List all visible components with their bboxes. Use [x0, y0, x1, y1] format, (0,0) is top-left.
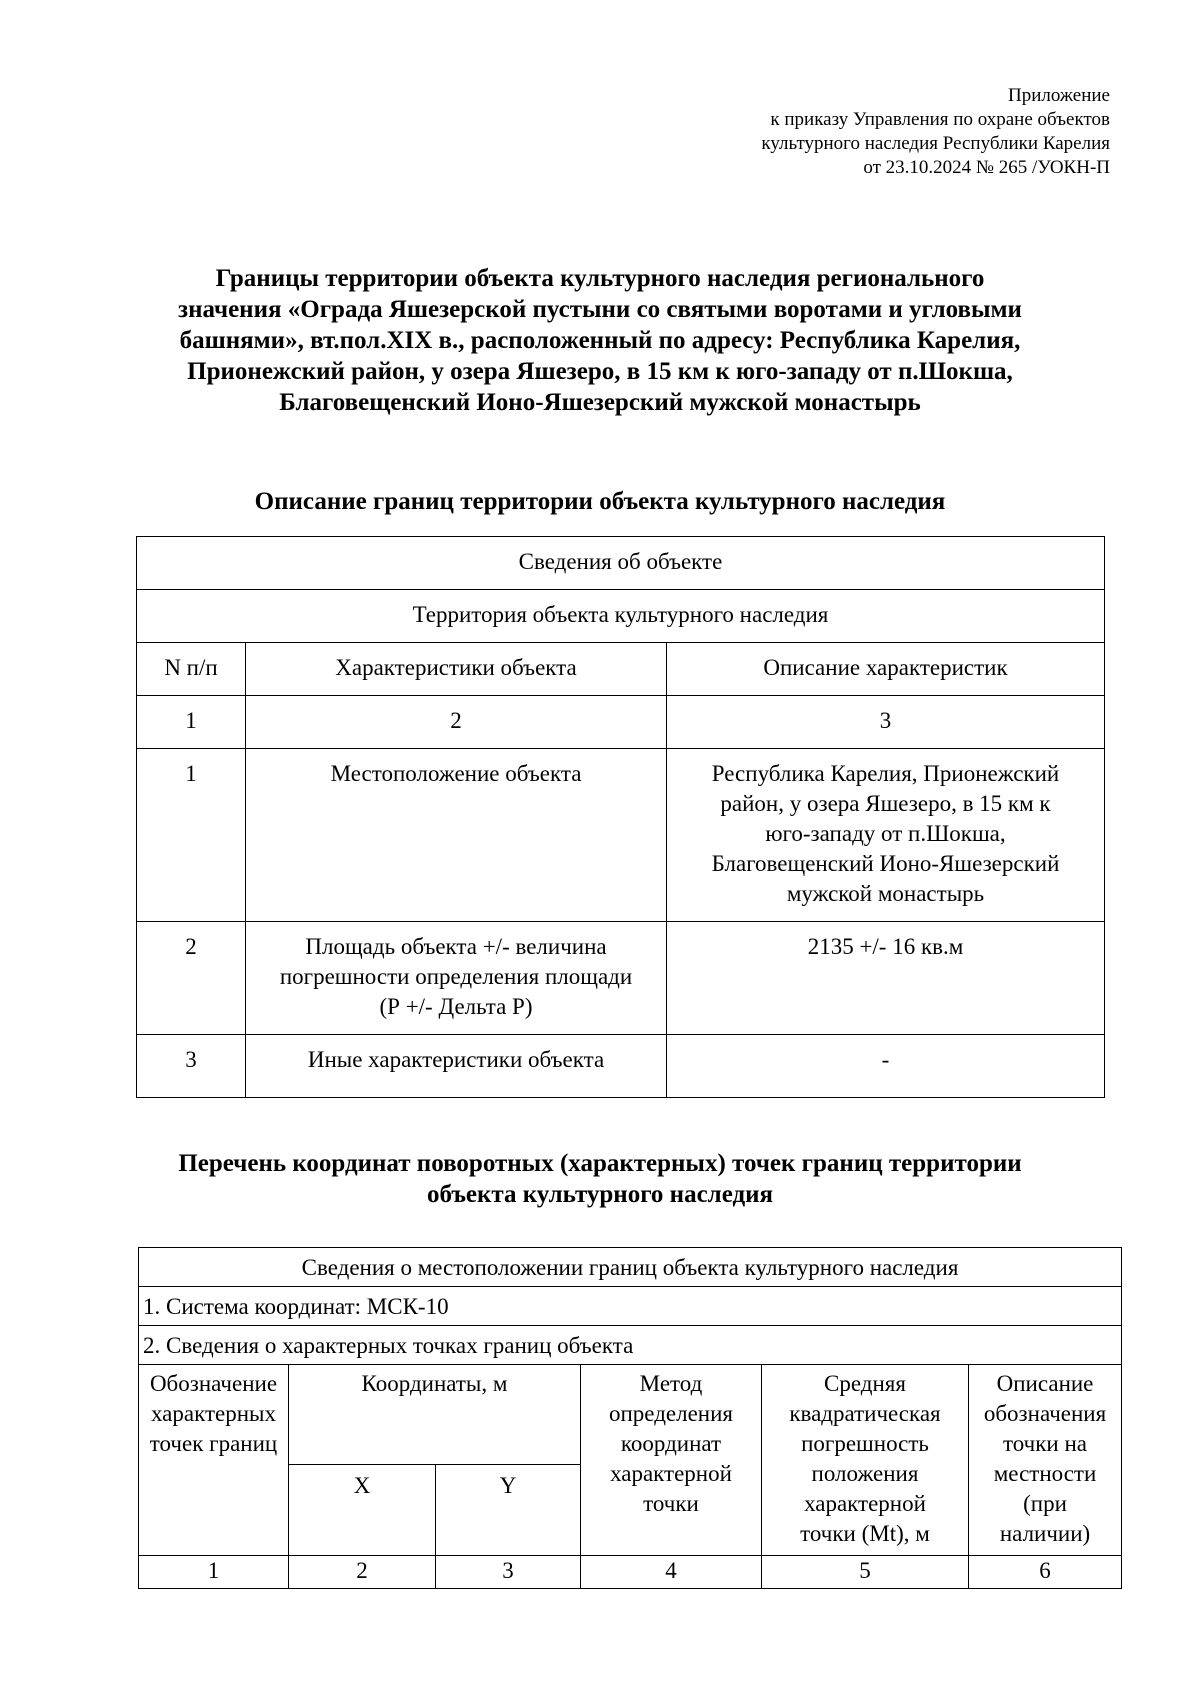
header-territory: Территория объекта культурного наследия: [137, 590, 1105, 643]
cell-line: характерной: [610, 1461, 732, 1486]
coordinate-system: 1. Система координат: МСК-10: [139, 1287, 1122, 1326]
row-number: 2: [137, 922, 246, 1035]
table-row: [137, 922, 1105, 1035]
cell-line: (Р +/- Дельта Р): [379, 994, 533, 1019]
appendix-line: к приказу Управления по охране объектов: [770, 109, 1110, 130]
section2-title: [120, 1148, 1080, 1210]
col-description: [969, 1365, 1122, 1556]
col-method: [581, 1365, 762, 1556]
col-designation: [139, 1365, 289, 1556]
row-characteristic: [246, 1035, 667, 1098]
col-y: Y: [436, 1465, 581, 1556]
section1-title: [120, 486, 1080, 517]
document-title: [120, 263, 1080, 418]
cell-line: точки (Mt), м: [800, 1521, 930, 1546]
row-number: 1: [137, 749, 246, 922]
cell-line: точки: [643, 1491, 699, 1516]
cell-line: -: [881, 1047, 890, 1072]
cell-line: точек границ: [149, 1431, 278, 1456]
coordinates-table: [138, 1247, 1122, 1589]
table-row: [137, 749, 1105, 922]
column-number: 2: [246, 696, 667, 749]
appendix-line: культурного наследия Республики Карелия: [761, 133, 1110, 154]
cell-line: Обозначение: [149, 1371, 278, 1396]
cell-line: юго-западу от п.Шокша,: [765, 821, 1006, 846]
table-row: [137, 1035, 1105, 1098]
points-info: 2. Сведения о характерных точках границ объекта: [139, 1326, 1122, 1365]
cell-line: Средняя: [824, 1371, 906, 1396]
title-line: башнями», вт.пол.XIX в., расположенный по адресу: Республика Карелия,: [179, 327, 1021, 354]
cell-line: мужской монастырь: [786, 881, 985, 906]
col-coords: Координаты, м: [289, 1365, 581, 1465]
cell-line: район, у озера Яшезеро, в 15 км к: [720, 791, 1051, 816]
cell-line: 2135 +/- 16 кв.м: [807, 934, 964, 959]
object-info-table: [136, 536, 1105, 1098]
column-number: 4: [581, 1556, 762, 1589]
cell-line: координат: [620, 1431, 722, 1456]
column-number: 6: [969, 1556, 1122, 1589]
cell-line: погрешность: [801, 1431, 929, 1456]
cell-line: положения: [811, 1461, 919, 1486]
column-header: Описание характеристик: [667, 643, 1105, 696]
col-error: [762, 1365, 969, 1556]
cell-line: наличии): [999, 1521, 1091, 1546]
cell-line: Местоположение объекта: [330, 761, 582, 786]
row-description: [667, 922, 1105, 1035]
column-number: 1: [139, 1556, 289, 1589]
section2-title-line: объекта культурного наследия: [426, 1181, 774, 1208]
cell-line: характерной: [804, 1491, 926, 1516]
column-header: N п/п: [137, 643, 246, 696]
row-description: [667, 1035, 1105, 1098]
col-x: X: [289, 1465, 436, 1556]
header-object: Сведения об объекте: [137, 537, 1105, 590]
cell-line: Республика Карелия, Прионежский: [711, 761, 1060, 786]
cell-line: определения: [608, 1401, 733, 1426]
row-characteristic: [246, 922, 667, 1035]
cell-line: точки на: [1003, 1431, 1088, 1456]
title-line: Благовещенский Ионо-Яшезерский мужской монастырь: [279, 389, 921, 416]
title-line: значения «Ограда Яшезерской пустыни со святыми воротами и угловыми: [178, 296, 1022, 323]
column-number: 3: [667, 696, 1105, 749]
column-number: 3: [436, 1556, 581, 1589]
row-description: [667, 749, 1105, 922]
cell-line: погрешности определения площади: [279, 964, 633, 989]
cell-line: Площадь объекта +/- величина: [305, 934, 607, 959]
title-line: Прионежский район, у озера Яшезеро, в 15 км к юго-западу от п.Шокша,: [187, 358, 1013, 385]
cell-line: Описание: [996, 1371, 1094, 1396]
appendix-line: Приложение: [1008, 85, 1110, 106]
column-number: 5: [762, 1556, 969, 1589]
appendix-line: от 23.10.2024 № 265 /УОКН-П: [863, 157, 1110, 178]
row-characteristic: [246, 749, 667, 922]
row-number: 3: [137, 1035, 246, 1098]
cell-line: Метод: [639, 1371, 703, 1396]
cell-line: (при: [1023, 1491, 1067, 1516]
column-header: Характеристики объекта: [246, 643, 667, 696]
section2-title-line: Перечень координат поворотных (характерных) точек границ территории: [178, 1150, 1022, 1177]
appendix-note: [610, 84, 1110, 180]
coordinates-table-header: Сведения о местоположении границ объекта культурного наследия: [139, 1248, 1122, 1287]
column-number: 2: [289, 1556, 436, 1589]
cell-line: обозначения: [983, 1401, 1107, 1426]
title-line: Границы территории объекта культурного наследия регионального: [215, 265, 985, 292]
cell-line: местности: [993, 1461, 1097, 1486]
cell-line: Иные характеристики объекта: [307, 1047, 605, 1072]
column-number: 1: [137, 696, 246, 749]
cell-line: квадратическая: [789, 1401, 941, 1426]
section1-title-text: Описание границ территории объекта культурного наследия: [254, 488, 946, 515]
cell-line: характерных: [150, 1401, 276, 1426]
cell-line: Благовещенский Ионо-Яшезерский: [711, 851, 1060, 876]
